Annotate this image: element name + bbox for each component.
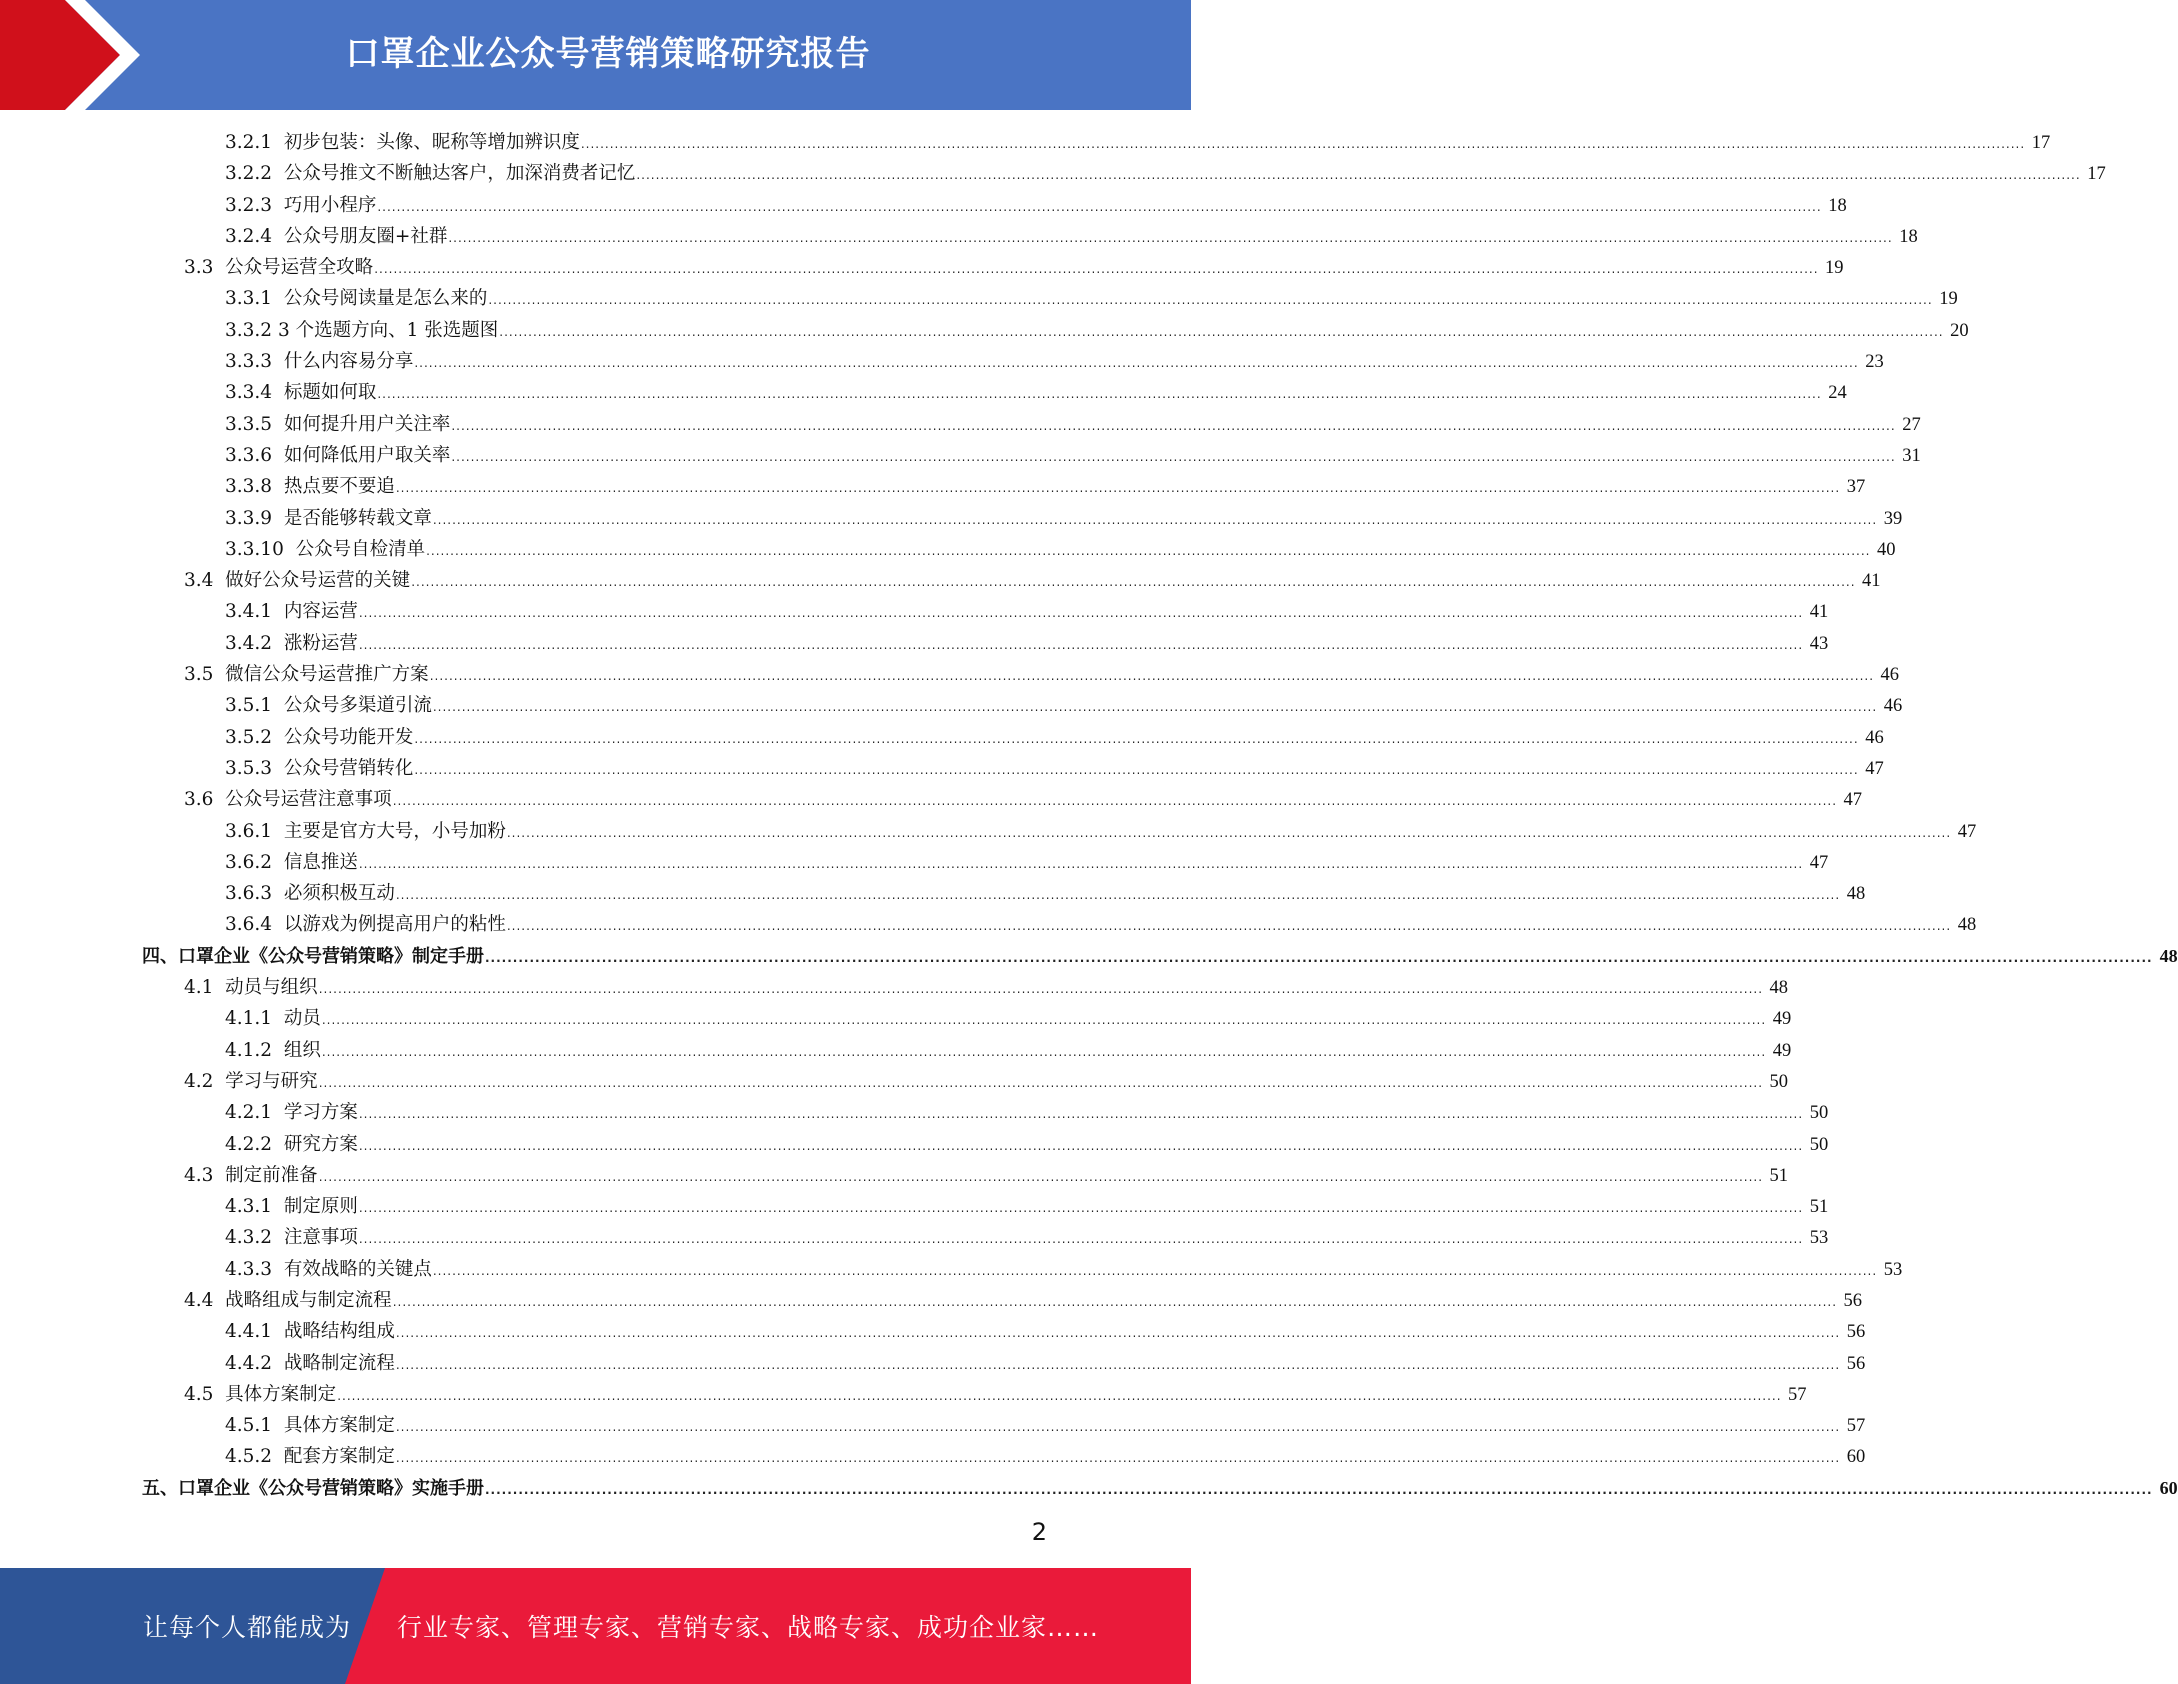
toc-entry-label: 3.4 做好公众号运营的关键 bbox=[184, 570, 411, 592]
toc-entry-label: 3.2.1 初步包装：头像、昵称等增加辨识度 bbox=[225, 132, 580, 153]
toc-entry-label: 3.3.5 如何提升用户关注率 bbox=[225, 413, 451, 435]
toc-dot-leader: ............................................................................................................................................................................................................................................................................................................ bbox=[358, 1201, 1804, 1216]
toc-entry-page: 57 bbox=[1846, 1416, 1866, 1437]
toc-entry-page: 51 bbox=[1809, 1197, 1829, 1218]
footer-slogan-left: 让每个人都能成为 bbox=[143, 1613, 352, 1642]
toc-entry-label: 3.6.3 必须积极互动 bbox=[225, 883, 395, 905]
toc-dot-leader: ............................................................................................................................................................................................................................................................................................................ bbox=[321, 1044, 1767, 1059]
toc-entry[interactable] bbox=[225, 1316, 1866, 1347]
toc-entry-page: 46 bbox=[1883, 696, 1903, 717]
toc-entry-label: 3.5.1 公众号多渠道引流 bbox=[225, 695, 432, 717]
toc-entry-label: 4.1.1 动员 bbox=[225, 1008, 321, 1030]
toc-dot-leader: ............................................................................................................................................................................................................................................................................................................ bbox=[358, 856, 1804, 871]
toc-entry-page: 17 bbox=[2031, 133, 2051, 153]
toc-entry[interactable] bbox=[225, 1254, 1903, 1285]
footer-slogan-right: 行业专家、管理专家、营销专家、战略专家、成功企业家…… bbox=[397, 1613, 1100, 1642]
toc-entry[interactable] bbox=[225, 315, 1969, 346]
toc-entry[interactable] bbox=[225, 1035, 1792, 1066]
toc-dot-leader: ............................................................................................................................................................................................................................................................................................................ bbox=[414, 356, 1859, 371]
toc-entry-label: 3.3.2 3 个选题方向、1 张选题图 bbox=[225, 319, 499, 341]
toc-entry-page: 17 bbox=[2087, 164, 2106, 185]
toc-entry-page: 19 bbox=[1939, 289, 1958, 310]
toc-entry-label: 3.3.6 如何降低用户取关率 bbox=[225, 444, 451, 466]
toc-entry-page: 48 bbox=[2159, 945, 2178, 966]
toc-dot-leader: ............................................................................................................................................................................................................................................................................................................ bbox=[432, 700, 1878, 715]
toc-dot-leader: ............................................................................................................................................................................................................................................................................................................ bbox=[358, 637, 1804, 652]
toc-dot-leader: ............................................................................................................................................................................................................................................................................................................ bbox=[358, 1107, 1804, 1122]
page-number: 2 bbox=[1031, 1518, 1047, 1546]
toc-entry[interactable] bbox=[225, 816, 1977, 847]
toc-entry[interactable] bbox=[225, 283, 1958, 314]
toc-entry[interactable] bbox=[225, 1410, 1866, 1441]
toc-entry-page: 47 bbox=[1957, 821, 1977, 842]
toc-dot-leader: ............................................................................................................................................................................................................................................................................................................ bbox=[377, 387, 1822, 402]
toc-entry-page: 18 bbox=[1828, 195, 1847, 216]
toc-entry-page: 18 bbox=[1899, 226, 1918, 247]
toc-dot-leader: ............................................................................................................................................................................................................................................................................................................ bbox=[358, 1232, 1804, 1247]
toc-entry[interactable] bbox=[184, 252, 1844, 283]
table-of-contents bbox=[0, 127, 2178, 1504]
toc-entry-page: 39 bbox=[1883, 508, 1903, 529]
toc-dot-leader: ............................................................................................................................................................................................................................................................................................................ bbox=[499, 324, 1944, 339]
toc-dot-leader: ............................................................................................................................................................................................................................................................................................................ bbox=[377, 199, 1822, 214]
toc-entry-page: 56 bbox=[1846, 1322, 1866, 1343]
toc-entry-page: 53 bbox=[1883, 1259, 1903, 1280]
toc-dot-leader: ............................................................................................................................................................................................................................................................................................................ bbox=[448, 230, 1893, 245]
toc-entry[interactable] bbox=[225, 503, 1903, 534]
toc-entry-label: 4.2.1 学习方案 bbox=[225, 1102, 358, 1124]
toc-entry[interactable] bbox=[184, 565, 1881, 596]
toc-entry-page: 50 bbox=[1809, 1103, 1829, 1124]
toc-entry[interactable] bbox=[225, 1222, 1829, 1253]
toc-entry[interactable] bbox=[225, 440, 1921, 471]
toc-dot-leader: ............................................................................................................................................................................................................................................................................................................ bbox=[321, 1013, 1767, 1028]
toc-entry-page: 47 bbox=[1809, 852, 1829, 873]
toc-entry-page: 23 bbox=[1865, 352, 1884, 373]
toc-entry[interactable] bbox=[225, 471, 1866, 502]
toc-entry[interactable] bbox=[225, 847, 1829, 878]
toc-entry-page: 19 bbox=[1825, 258, 1844, 279]
toc-entry-label: 3.6.2 信息推送 bbox=[225, 851, 358, 873]
toc-entry-page: 20 bbox=[1950, 320, 1969, 341]
toc-entry[interactable] bbox=[184, 1379, 1807, 1410]
toc-dot-leader: ............................................................................................................................................................................................................................................................................................................ bbox=[395, 888, 1841, 903]
toc-entry-page: 41 bbox=[1862, 571, 1881, 592]
toc-entry-page: 49 bbox=[1772, 1040, 1792, 1061]
toc-entry-page: 56 bbox=[1846, 1353, 1866, 1374]
toc-dot-leader: ............................................................................................................................................................................................................................................................................................................ bbox=[395, 1451, 1841, 1466]
page-header bbox=[0, 0, 1191, 110]
toc-dot-leader: ............................................................................................................................................................................................................................................................................................................ bbox=[395, 481, 1841, 496]
toc-dot-leader: ............................................................................................................................................................................................................................................................................................................ bbox=[411, 575, 1856, 590]
toc-entry-label: 3.6 公众号运营注意事项 bbox=[184, 789, 392, 811]
page-footer bbox=[0, 1568, 1191, 1684]
toc-entry[interactable] bbox=[225, 158, 2106, 189]
toc-dot-leader: ............................................................................................................................................................................................................................................................................................................ bbox=[414, 731, 1859, 746]
toc-entry-label: 3.2.2 公众号推文不断触达客户，加深消费者记忆 bbox=[225, 163, 636, 185]
toc-entry-label: 4.5.1 具体方案制定 bbox=[225, 1415, 395, 1437]
toc-entry-label: 3.3 公众号运营全攻略 bbox=[184, 257, 374, 279]
toc-entry-label: 3.5.3 公众号营销转化 bbox=[225, 757, 414, 779]
toc-entry-page: 46 bbox=[1865, 727, 1884, 748]
toc-entry-label: 4.5.2 配套方案制定 bbox=[225, 1446, 395, 1468]
toc-entry-label: 4.4.1 战略结构组成 bbox=[225, 1321, 395, 1343]
toc-entry-page: 46 bbox=[1880, 665, 1900, 686]
toc-entry[interactable] bbox=[225, 409, 1921, 440]
toc-entry-label: 4.4.2 战略制定流程 bbox=[225, 1352, 395, 1374]
toc-entry[interactable] bbox=[225, 221, 1918, 252]
toc-entry-page: 50 bbox=[1769, 1071, 1789, 1092]
report-title: 口罩企业公众号营销策略研究报告 bbox=[345, 34, 871, 74]
toc-entry-page: 41 bbox=[1809, 602, 1829, 623]
toc-entry[interactable] bbox=[225, 690, 1903, 721]
toc-entry-page: 27 bbox=[1902, 414, 1921, 435]
toc-dot-leader: ............................................................................................................................................................................................................................................................................................................ bbox=[451, 418, 1896, 433]
toc-entry-label: 3.6.4 以游戏为例提高用户的粘性 bbox=[225, 914, 506, 936]
toc-entry-page: 37 bbox=[1846, 477, 1866, 498]
toc-entry-page: 50 bbox=[1809, 1134, 1829, 1155]
toc-dot-leader: ............................................................................................................................................................................................................................................................................................................ bbox=[485, 950, 2153, 965]
toc-entry-label: 3.3.8 热点要不要追 bbox=[225, 476, 395, 498]
toc-dot-leader: ............................................................................................................................................................................................................................................................................................................ bbox=[506, 919, 1952, 934]
toc-entry[interactable] bbox=[225, 1097, 1829, 1128]
toc-entry[interactable] bbox=[184, 1066, 1789, 1097]
toc-entry-label: 4.2.2 研究方案 bbox=[225, 1133, 358, 1155]
toc-entry[interactable] bbox=[225, 1441, 1866, 1472]
toc-dot-leader: ............................................................................................................................................................................................................................................................................................................ bbox=[318, 1075, 1764, 1090]
toc-entry-page: 48 bbox=[1957, 915, 1977, 936]
toc-entry[interactable] bbox=[225, 1191, 1829, 1222]
toc-dot-leader: ............................................................................................................................................................................................................................................................................................................ bbox=[374, 262, 1819, 277]
toc-entry-page: 40 bbox=[1876, 539, 1896, 560]
toc-entry-label: 四、口罩企业《公众号营销策略》制定手册 bbox=[142, 945, 484, 967]
toc-dot-leader: ............................................................................................................................................................................................................................................................................................................ bbox=[395, 1326, 1841, 1341]
toc-entry-page: 31 bbox=[1902, 445, 1921, 466]
toc-entry[interactable] bbox=[142, 1473, 2178, 1504]
toc-dot-leader: ............................................................................................................................................................................................................................................................................................................ bbox=[506, 825, 1952, 840]
toc-entry[interactable] bbox=[225, 1129, 1829, 1160]
toc-entry[interactable] bbox=[225, 596, 1829, 627]
toc-entry-page: 60 bbox=[2159, 1477, 2178, 1498]
toc-entry-page: 53 bbox=[1809, 1228, 1829, 1249]
toc-dot-leader: ............................................................................................................................................................................................................................................................................................................ bbox=[636, 168, 2081, 183]
toc-entry-page: 43 bbox=[1809, 633, 1829, 654]
toc-entry-label: 3.6.1 主要是官方大号，小号加粉 bbox=[225, 820, 506, 842]
toc-entry[interactable] bbox=[225, 127, 2051, 158]
toc-entry-page: 47 bbox=[1843, 790, 1863, 811]
toc-entry[interactable] bbox=[225, 346, 1884, 377]
toc-entry[interactable] bbox=[225, 377, 1847, 408]
toc-entry-label: 3.3.9 是否能够转载文章 bbox=[225, 507, 432, 529]
toc-entry-page: 49 bbox=[1772, 1009, 1792, 1030]
toc-entry-label: 3.4.2 涨粉运营 bbox=[225, 632, 358, 654]
toc-dot-leader: ............................................................................................................................................................................................................................................................................................................ bbox=[358, 1138, 1804, 1153]
toc-dot-leader: ............................................................................................................................................................................................................................................................................................................ bbox=[451, 449, 1896, 464]
toc-dot-leader: ............................................................................................................................................................................................................................................................................................................ bbox=[488, 293, 1933, 308]
toc-entry-label: 3.3.3 什么内容易分享 bbox=[225, 351, 414, 373]
toc-entry[interactable] bbox=[184, 659, 1900, 690]
toc-entry[interactable] bbox=[225, 722, 1884, 753]
toc-entry-page: 57 bbox=[1788, 1384, 1807, 1405]
toc-entry-label: 3.3.4 标题如何取 bbox=[225, 382, 377, 404]
toc-entry-label: 4.1 动员与组织 bbox=[184, 977, 318, 999]
toc-entry[interactable] bbox=[184, 784, 1863, 815]
toc-entry-label: 4.3.2 注意事项 bbox=[225, 1227, 358, 1249]
toc-entry[interactable] bbox=[225, 190, 1847, 221]
toc-dot-leader: ............................................................................................................................................................................................................................................................................................................ bbox=[414, 762, 1859, 777]
toc-entry[interactable] bbox=[225, 1348, 1866, 1379]
toc-dot-leader: ............................................................................................................................................................................................................................................................................................................ bbox=[429, 669, 1875, 684]
toc-entry-label: 4.3.1 制定原则 bbox=[225, 1196, 358, 1218]
toc-entry[interactable] bbox=[225, 1003, 1792, 1034]
toc-entry-page: 60 bbox=[1846, 1447, 1866, 1468]
toc-entry-label: 3.3.1 公众号阅读量是怎么来的 bbox=[225, 288, 488, 310]
toc-entry-label: 3.5 微信公众号运营推广方案 bbox=[184, 664, 429, 686]
toc-entry-page: 48 bbox=[1846, 884, 1866, 905]
toc-entry-label: 3.2.3 巧用小程序 bbox=[225, 194, 377, 216]
toc-entry[interactable] bbox=[225, 753, 1884, 784]
toc-dot-leader: ............................................................................................................................................................................................................................................................................................................ bbox=[485, 1482, 2153, 1497]
toc-entry-label: 4.3 制定前准备 bbox=[184, 1164, 318, 1186]
toc-entry[interactable] bbox=[225, 878, 1866, 909]
toc-dot-leader: ............................................................................................................................................................................................................................................................................................................ bbox=[432, 512, 1878, 527]
toc-entry-label: 4.2 学习与研究 bbox=[184, 1070, 318, 1092]
toc-entry-label: 五、口罩企业《公众号营销策略》实施手册 bbox=[142, 1477, 484, 1499]
toc-entry-label: 4.3.3 有效战略的关键点 bbox=[225, 1258, 432, 1280]
toc-entry-label: 3.3.10 公众号自检清单 bbox=[225, 538, 426, 560]
toc-entry-label: 4.4 战略组成与制定流程 bbox=[184, 1289, 392, 1311]
toc-entry-page: 47 bbox=[1865, 758, 1884, 779]
toc-dot-leader: ............................................................................................................................................................................................................................................................................................................ bbox=[318, 982, 1764, 997]
toc-entry-label: 4.1.2 组织 bbox=[225, 1039, 321, 1061]
toc-dot-leader: ............................................................................................................................................................................................................................................................................................................ bbox=[432, 1263, 1878, 1278]
toc-entry-page: 56 bbox=[1843, 1290, 1863, 1311]
toc-entry[interactable] bbox=[184, 972, 1789, 1003]
toc-entry[interactable] bbox=[184, 1160, 1789, 1191]
toc-dot-leader: ............................................................................................................................................................................................................................................................................................................ bbox=[318, 1169, 1764, 1184]
toc-dot-leader: ............................................................................................................................................................................................................................................................................................................ bbox=[358, 606, 1804, 621]
toc-entry[interactable] bbox=[225, 628, 1829, 659]
toc-dot-leader: ............................................................................................................................................................................................................................................................................................................ bbox=[395, 1420, 1841, 1435]
toc-dot-leader: ............................................................................................................................................................................................................................................................................................................ bbox=[395, 1357, 1841, 1372]
toc-entry[interactable] bbox=[184, 1285, 1863, 1316]
toc-entry-page: 24 bbox=[1828, 383, 1847, 404]
toc-entry-label: 4.5 具体方案制定 bbox=[184, 1383, 337, 1405]
toc-entry-label: 3.5.2 公众号功能开发 bbox=[225, 726, 414, 748]
toc-entry-page: 48 bbox=[1769, 978, 1789, 999]
toc-entry[interactable] bbox=[225, 534, 1896, 565]
toc-entry-page: 51 bbox=[1769, 1165, 1789, 1186]
toc-dot-leader: ............................................................................................................................................................................................................................................................................................................ bbox=[392, 794, 1838, 809]
toc-dot-leader: ............................................................................................................................................................................................................................................................................................................ bbox=[580, 137, 2026, 151]
toc-dot-leader: ............................................................................................................................................................................................................................................................................................................ bbox=[337, 1388, 1782, 1403]
toc-entry[interactable] bbox=[142, 941, 2178, 972]
toc-entry[interactable] bbox=[225, 909, 1977, 940]
toc-dot-leader: ............................................................................................................................................................................................................................................................................................................ bbox=[426, 543, 1871, 558]
toc-entry-label: 3.4.1 内容运营 bbox=[225, 601, 358, 623]
toc-entry-label: 3.2.4 公众号朋友圈+社群 bbox=[225, 225, 448, 247]
toc-dot-leader: ............................................................................................................................................................................................................................................................................................................ bbox=[392, 1294, 1838, 1309]
